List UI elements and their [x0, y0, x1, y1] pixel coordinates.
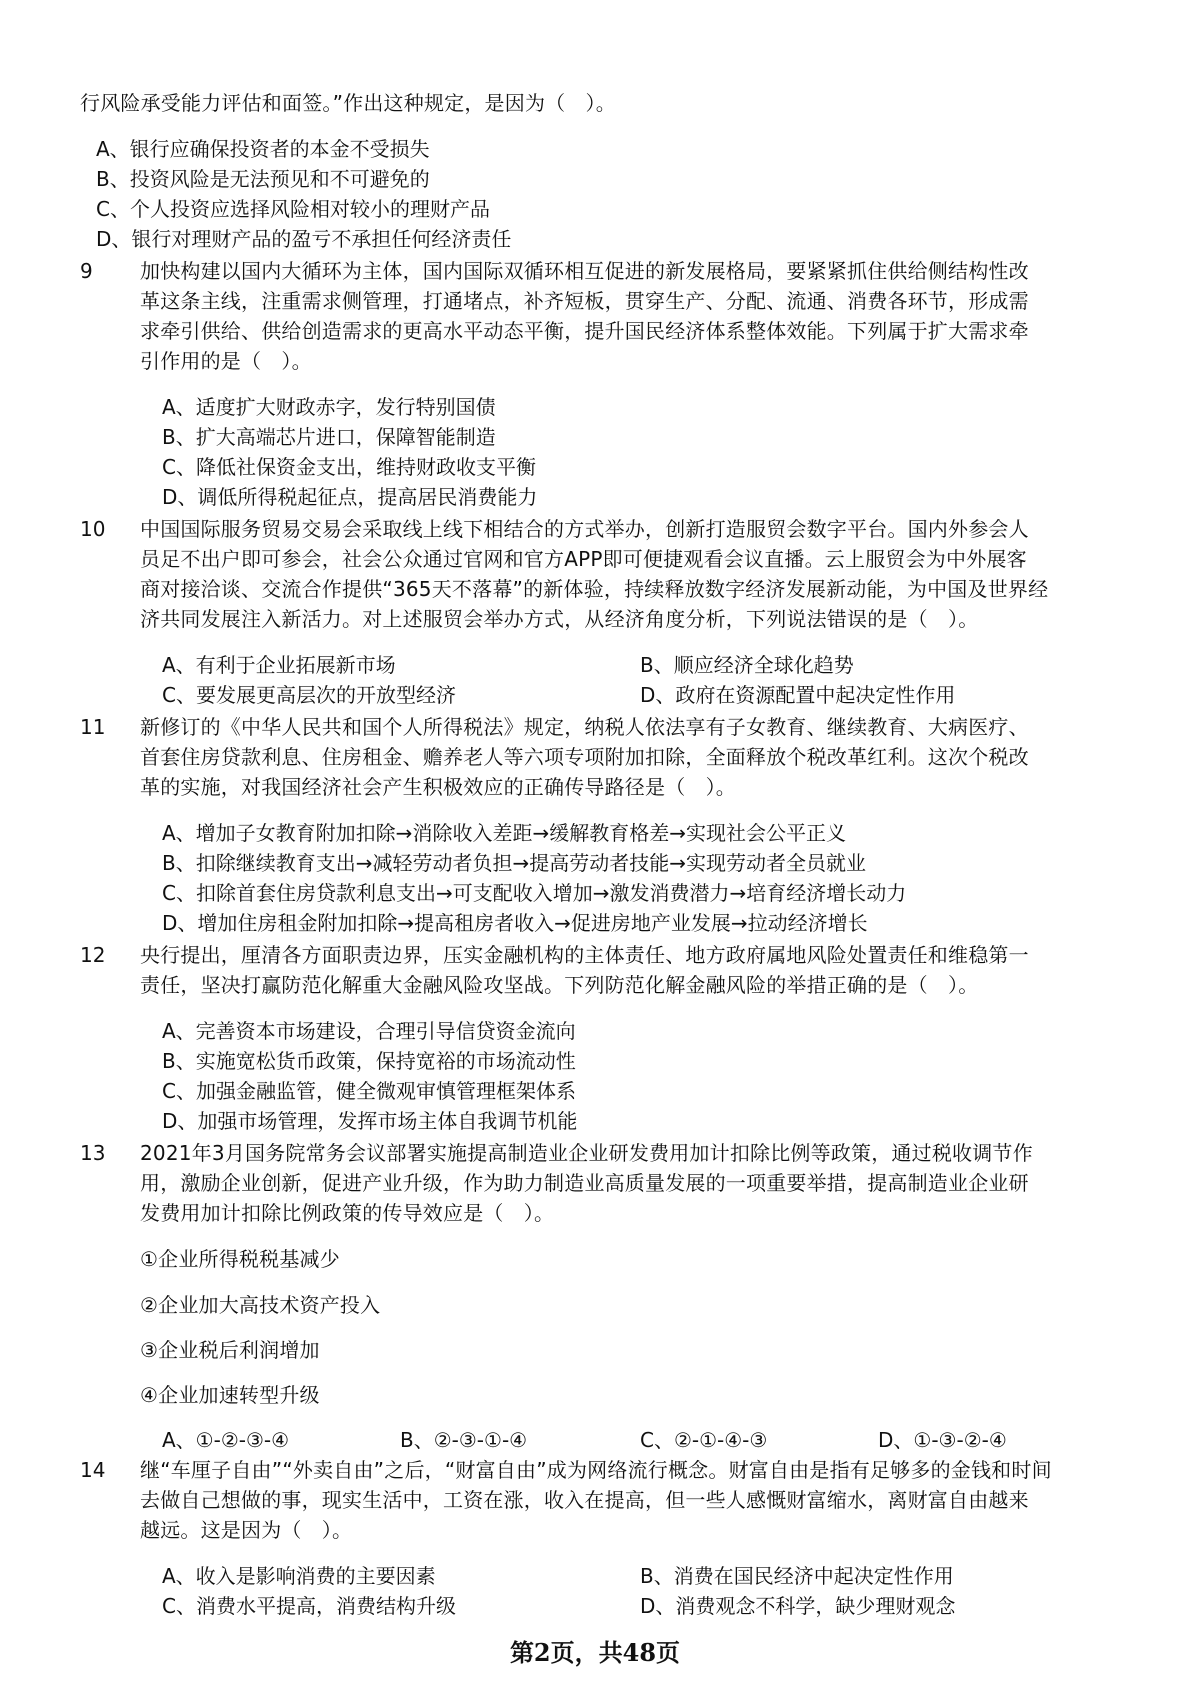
q13-item: ④企业加速转型升级	[140, 1383, 320, 1407]
q11-stem-line: 革的实施，对我国经济社会产生积极效应的正确传导路径是（ ）。	[140, 775, 736, 799]
q10-option-b[interactable]: B、顺应经济全球化趋势	[640, 653, 854, 677]
q11-option-d[interactable]: D、增加住房租金附加扣除→提高租房者收入→促进房地产业发展→拉动经济增长	[162, 911, 868, 935]
q11-option-c[interactable]: C、扣除首套住房贷款利息支出→可支配收入增加→激发消费潜力→培育经济增长动力	[162, 881, 907, 905]
q12-option-d[interactable]: D、加强市场管理，发挥市场主体自我调节机能	[162, 1109, 578, 1133]
q9-option-a[interactable]: A、适度扩大财政赤字，发行特别国债	[162, 395, 496, 419]
q12-option-a[interactable]: A、完善资本市场建设，合理引导信贷资金流向	[162, 1019, 576, 1043]
q13-item: ②企业加大高技术资产投入	[140, 1293, 381, 1317]
q13-stem-line: 发费用加计扣除比例政策的传导效应是（ ）。	[140, 1201, 555, 1225]
q10-number: 10	[80, 517, 106, 541]
q10-stem-line: 商对接洽谈、交流合作提供“365天不落幕”的新体验，持续释放数字经济发展新动能，为中国及世界经	[140, 577, 1049, 601]
q9-option-d[interactable]: D、调低所得税起征点，提高居民消费能力	[162, 485, 538, 509]
q9-number: 9	[80, 259, 93, 283]
q13-number: 13	[80, 1141, 106, 1165]
q14-option-c[interactable]: C、消费水平提高，消费结构升级	[162, 1594, 456, 1618]
q14-stem-line: 继“车厘子自由”“外卖自由”之后，“财富自由”成为网络流行概念。财富自由是指有足够多的金钱和时间	[140, 1458, 1052, 1482]
q11-stem-line: 新修订的《中华人民共和国个人所得税法》规定，纳税人依法享有子女教育、继续教育、大病医疗、	[140, 715, 1029, 739]
q10-option-a[interactable]: A、有利于企业拓展新市场	[162, 653, 396, 677]
page-number-footer: 第2页，共48页	[509, 1638, 681, 1667]
q12-option-c[interactable]: C、加强金融监管，健全微观审慎管理框架体系	[162, 1079, 576, 1103]
q12-stem-line: 责任，坚决打赢防范化解重大金融风险攻坚战。下列防范化解金融风险的举措正确的是（ ）。	[140, 973, 979, 997]
q10-option-c[interactable]: C、要发展更高层次的开放型经济	[162, 683, 456, 707]
q9-option-b[interactable]: B、扩大高端芯片进口，保障智能制造	[162, 425, 496, 449]
q12-option-b[interactable]: B、实施宽松货币政策，保持宽裕的市场流动性	[162, 1049, 576, 1073]
q13-option-d[interactable]: D、①-③-②-④	[878, 1428, 1007, 1452]
q13-stem-line: 用，激励企业创新，促进产业升级，作为助力制造业高质量发展的一项重要举措，提高制造业企业研	[140, 1171, 1029, 1195]
q12-stem-line: 央行提出，厘清各方面职责边界，压实金融机构的主体责任、地方政府属地风险处置责任和维稳第一	[140, 943, 1029, 967]
q14-option-b[interactable]: B、消费在国民经济中起决定性作用	[640, 1564, 954, 1588]
q13-item: ③企业税后利润增加	[140, 1338, 320, 1362]
q10-stem-line: 中国国际服务贸易交易会采取线上线下相结合的方式举办，创新打造服贸会数字平台。国内外参会人	[140, 517, 1029, 541]
q13-option-b[interactable]: B、②-③-①-④	[400, 1428, 528, 1452]
q9-stem-line: 引作用的是（ ）。	[140, 349, 312, 373]
q11-number: 11	[80, 715, 106, 739]
q14-option-d[interactable]: D、消费观念不科学，缺少理财观念	[640, 1594, 956, 1618]
q8-option-a[interactable]: A、银行应确保投资者的本金不受损失	[96, 137, 430, 161]
q14-stem-line: 去做自己想做的事，现实生活中，工资在涨，收入在提高，但一些人感慨财富缩水，离财富自由越来	[140, 1488, 1029, 1512]
q10-option-d[interactable]: D、政府在资源配置中起决定性作用	[640, 683, 956, 707]
q8-option-c[interactable]: C、个人投资应选择风险相对较小的理财产品	[96, 197, 490, 221]
q9-option-c[interactable]: C、降低社保资金支出，维持财政收支平衡	[162, 455, 536, 479]
q9-stem-line: 加快构建以国内大循环为主体，国内国际双循环相互促进的新发展格局，要紧紧抓住供给侧结构性改	[140, 259, 1029, 283]
q11-option-a[interactable]: A、增加子女教育附加扣除→消除收入差距→缓解教育格差→实现社会公平正义	[162, 821, 846, 845]
q13-item: ①企业所得税税基减少	[140, 1247, 340, 1271]
q12-number: 12	[80, 943, 106, 967]
q13-option-a[interactable]: A、①-②-③-④	[162, 1428, 290, 1452]
q14-option-a[interactable]: A、收入是影响消费的主要因素	[162, 1564, 436, 1588]
q8-option-b[interactable]: B、投资风险是无法预见和不可避免的	[96, 167, 430, 191]
q8-option-d[interactable]: D、银行对理财产品的盈亏不承担任何经济责任	[96, 227, 512, 251]
q9-stem-line: 革这条主线，注重需求侧管理，打通堵点，补齐短板，贯穿生产、分配、流通、消费各环节，形成需	[140, 289, 1029, 313]
q13-stem-line: 2021年3月国务院常务会议部署实施提高制造业企业研发费用加计扣除比例等政策，通过税收调节作	[140, 1141, 1033, 1165]
q11-option-b[interactable]: B、扣除继续教育支出→减轻劳动者负担→提高劳动者技能→实现劳动者全员就业	[162, 851, 866, 875]
q14-stem-line: 越远。这是因为（ ）。	[140, 1518, 353, 1542]
q10-stem-line: 员足不出户即可参会，社会公众通过官网和官方APP即可便捷观看会议直播。云上服贸会为中外展客	[140, 547, 1027, 571]
q8-stem-line: 行风险承受能力评估和面签。”作出这种规定，是因为（ ）。	[80, 91, 616, 115]
q11-stem-line: 首套住房贷款利息、住房租金、赡养老人等六项专项附加扣除，全面释放个税改革红利。这次个税改	[140, 745, 1029, 769]
q14-number: 14	[80, 1458, 106, 1482]
q10-stem-line: 济共同发展注入新活力。对上述服贸会举办方式，从经济角度分析，下列说法错误的是（ ）。	[140, 607, 979, 631]
q13-option-c[interactable]: C、②-①-④-③	[640, 1428, 768, 1452]
q9-stem-line: 求牵引供给、供给创造需求的更高水平动态平衡，提升国民经济体系整体效能。下列属于扩大需求牵	[140, 319, 1029, 343]
